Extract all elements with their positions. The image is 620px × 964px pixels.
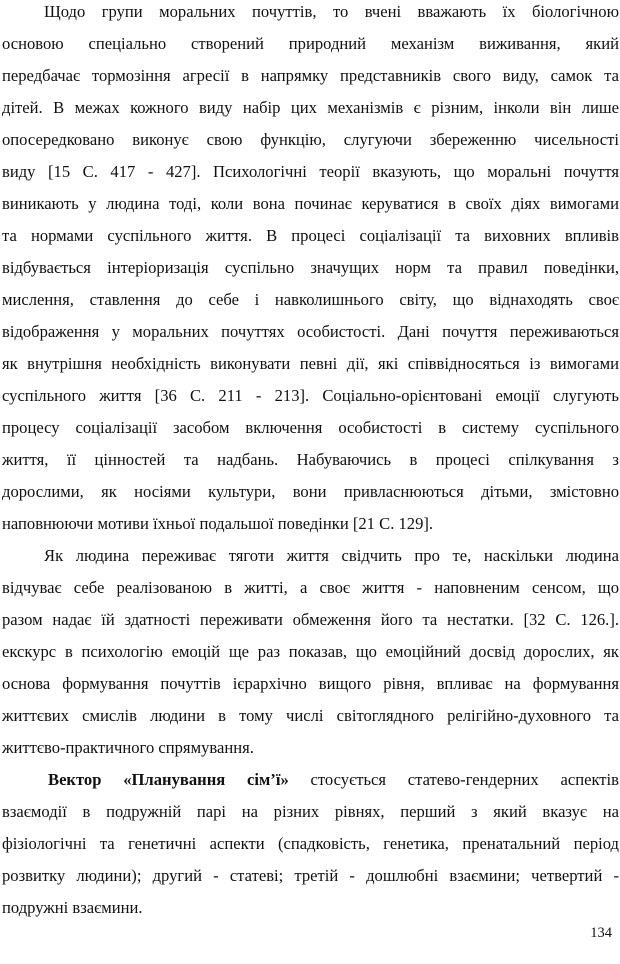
paragraph-3-line-2: взаємодії в подружній парі на різних рівнях, перший з який вказує на	[2, 802, 619, 821]
paragraph-2-line-2: відчуває себе реалізованою в житті, а своє життя - наповненим сенсом, що	[2, 578, 619, 597]
paragraph-1-line-15: життя, її цінностей та надбань. Набуваючись в процесі спілкування з	[2, 450, 619, 469]
paragraph-3-line-3: фізіологічні та генетичні аспекти (спадковість, генетика, пренатальний період	[2, 834, 619, 853]
paragraph-2-line-4: екскурс в психологію емоцій ще раз показав, що емоційний досвід дорослих, як	[2, 642, 619, 661]
paragraph-1-line-17: наповнюючи мотиви їхньої подальшої поведінки [21 С. 129].	[2, 514, 434, 533]
paragraph-2-line-5: основа формування почуттів ієрархічно вищого рівня, впливає на формування	[2, 674, 619, 693]
paragraph-2-line-3: разом надає їй здатності переживати обмеження його та нестатки. [32 С. 126.].	[2, 610, 619, 629]
paragraph-3-line-5: подружні взаємини.	[2, 898, 143, 917]
paragraph-1-line-2: основою спеціально створений природний механізм виживання, який	[2, 34, 619, 53]
paragraph-1-line-1: Щодо групи моральних почуттів, то вчені вважають їх біологічною	[44, 2, 619, 21]
paragraph-1-line-7: виникають у людина тоді, коли вона починає керуватися в своїх діях вимогами	[2, 194, 619, 213]
vector-heading: Вектор «Планування сім’ї»	[48, 770, 289, 789]
paragraph-1-line-16: дорослими, як носіями культури, вони привласнюються дітьми, змістовно	[2, 482, 619, 501]
paragraph-3-line-4: розвитку людини); другий - статеві; третій - дошлюбні взаємини; четвертий -	[2, 866, 619, 885]
paragraph-1-line-3: передбачає тормозіння агресії в напрямку представників свого виду, самок та	[2, 66, 619, 85]
paragraph-1-line-11: відображення у моральних почуттях особистості. Дані почуття переживаються	[2, 322, 619, 341]
paragraph-1-line-8: та нормами суспільного життя. В процесі соціалізації та виховних впливів	[2, 226, 619, 245]
paragraph-1-line-12: як внутрішня необхідність виконувати певні дії, які співвідносяться із вимогами	[2, 354, 619, 373]
paragraph-2-line-6: життєвих смислів людини в тому числі світоглядного релігійно-духовного та	[2, 706, 619, 725]
paragraph-2-line-1: Як людина переживає тяготи життя свідчить про те, наскільки людина	[44, 546, 619, 565]
paragraph-1-line-9: відбувається інтеріоризація суспільно значущих норм та правил поведінки,	[2, 258, 619, 277]
paragraph-2-line-7: життєво-практичного спрямування.	[2, 738, 254, 757]
page-number: 134	[590, 925, 612, 941]
paragraph-1-line-10: мислення, ставлення до себе і навколишнього світу, що віднаходять своє	[2, 290, 619, 309]
paragraph-3-first-line-text: стосується статево-гендерних аспектів	[288, 770, 619, 789]
paragraph-1-line-13: суспільного життя [36 С. 211 - 213]. Соціально-орієнтовані емоції слугують	[2, 386, 619, 405]
paragraph-1-line-6: виду [15 С. 417 - 427]. Психологічні теорії вказують, що моральні почуття	[2, 162, 619, 181]
paragraph-1-line-5: опосередковано виконує свою функцію, слугуючи збереженню чисельності	[2, 130, 619, 149]
paragraph-1-line-4: дітей. В межах кожного виду набір цих механізмів є різним, інколи він лише	[2, 98, 619, 117]
paragraph-1-line-14: процесу соціалізації засобом включення особистості в систему суспільного	[2, 418, 619, 437]
paragraph-3-line-1	[48, 770, 619, 790]
